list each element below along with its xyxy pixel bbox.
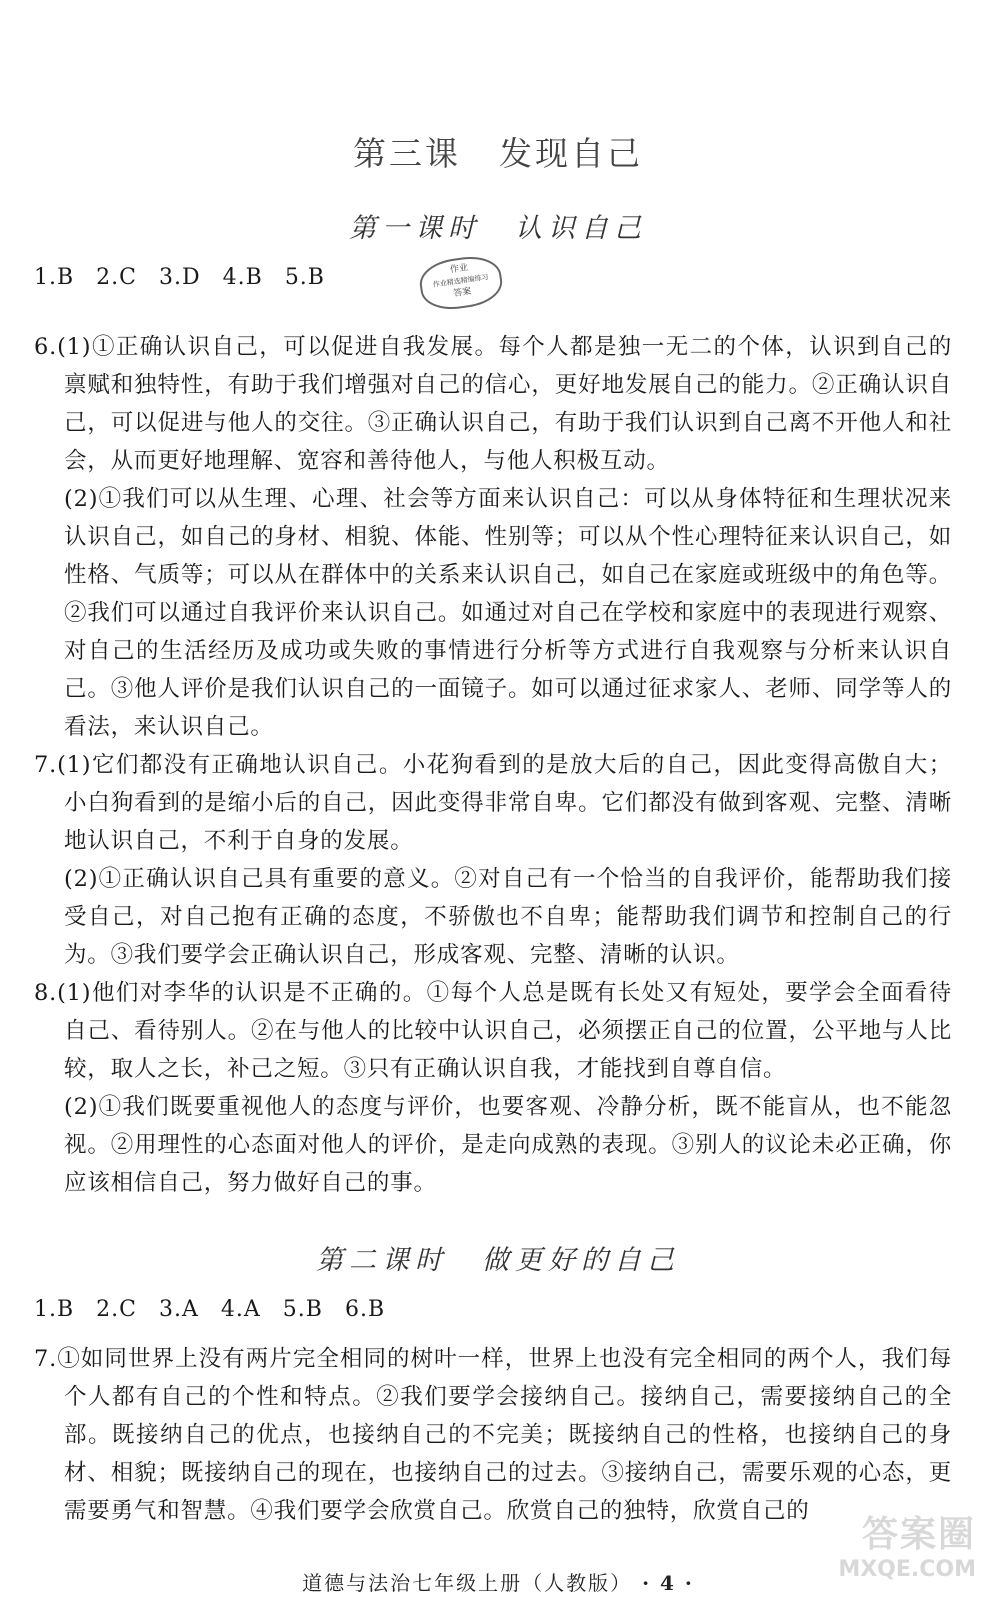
lesson-name: 发现自己 xyxy=(499,134,643,173)
section1-choice-answers xyxy=(34,265,347,290)
book-title: 道德与法治七年级上册（人教版） xyxy=(302,1571,623,1595)
answer-paragraph: 8.(1)他们对李华的认识是不正确的。①每个人总是既有长处又有短处，要学会全面看待自己、看待别人。②在与他人的比较中认识自己，必须摆正自己的位置，公平地与人比较，取人之长，补己之短。③只有正确认识自我，才能找到自尊自信。 xyxy=(34,980,952,1082)
page-number: · 4 · xyxy=(642,1571,694,1595)
answer-paragraph: (2)①我们可以从生理、心理、社会等方面来认识自己：可以从身体特征和生理状况来认识自己，如自己的身材、相貌、体能、性别等；可以从个性心理特征来认识自己，如性格、气质等；可以从在群体中的关系来认识自己，如自己在家庭或班级中的角色等。②我们可以通过自我评价来认识自己。如通过对自己在学校和家庭中的表现进行观察、对自己的生活经历及成功或失败的事情进行分析等方式进行自我观察与分析来认识自己。③他人评价是我们认识自己的一面镜子。如可以通过征求家人、老师、同学等人的看法，来认识自己。 xyxy=(64,486,952,740)
choice-answer: 2.C xyxy=(96,265,137,290)
lesson-title xyxy=(0,128,996,175)
section2-choice-answers xyxy=(34,1297,407,1322)
section2-name: 做更好的自己 xyxy=(482,1245,680,1276)
choice-answer: 5.B xyxy=(284,265,325,290)
section2-period: 第二课时 xyxy=(316,1245,448,1276)
section1-name: 认识自己 xyxy=(515,213,647,244)
choice-answer: 1.B xyxy=(34,265,75,290)
site-watermark-logo xyxy=(826,1506,976,1586)
choice-answer: 2.C xyxy=(96,1297,137,1322)
answer-paragraph: 7.①如同世界上没有两片完全相同的树叶一样，世界上也没有完全相同的两个人，我们每个人都有自己的个性和特点。②我们要学会接纳自己。接纳自己，需要接纳自己的全部。既接纳自己的优点，也接纳自己的不完美；既接纳自己的性格，也接纳自己的身材、相貌；既接纳自己的现在，也接纳自己的过去。③接纳自己，需要乐观的心态，更需要勇气和智慧。④我们要学会欣赏自己。欣赏自己的独特，欣赏自己的 xyxy=(34,1346,952,1524)
choice-answer: 5.B xyxy=(282,1297,323,1322)
answer-paragraph: (2)①正确认识自己具有重要的意义。②对自己有一个恰当的自我评价，能帮助我们接受自己，对自己抱有正确的态度，不骄傲也不自卑；能帮助我们调节和控制自己的行为。③我们要学会正确认识自己，形成客观、完整、清晰的认识。 xyxy=(64,866,952,968)
choice-answer: 4.A xyxy=(220,1297,261,1322)
stamp-line: 答案 xyxy=(452,286,472,300)
watermark-url: MXQE.COM xyxy=(838,1557,976,1582)
section1-period: 第一课时 xyxy=(349,213,481,244)
choice-answer: 1.B xyxy=(34,1297,75,1322)
stamp-line: 作业精选精编练习 xyxy=(432,273,490,289)
choice-answer: 3.D xyxy=(159,265,201,290)
lesson-number: 第三课 xyxy=(353,134,461,173)
watermark-text: 答案圈 xyxy=(861,1514,976,1555)
choice-answer: 6.B xyxy=(344,1297,386,1322)
section2-title xyxy=(0,1238,996,1277)
choice-answer: 3.A xyxy=(159,1297,199,1322)
section1-title xyxy=(0,206,996,245)
section1-answers xyxy=(34,328,952,1202)
answer-paragraph: 6.(1)①正确认识自己，可以促进自我发展。每个人都是独一无二的个体，认识到自己的禀赋和独特性，有助于我们增强对自己的信心，更好地发展自己的能力。②正确认识自己，可以促进与他人的交往。③正确认识自己，有助于我们认识到自己离不开他人和社会，从而更好地理解、宽容和善待他人，与他人积极互动。 xyxy=(34,334,952,474)
homework-stamp xyxy=(417,253,505,314)
answer-paragraph: (2)①我们既要重视他人的态度与评价，也要客观、冷静分析，既不能盲从，也不能忽视。②用理性的心态面对他人的评价，是走向成熟的表现。③别人的议论未必正确，你应该相信自己，努力做好自己的事。 xyxy=(64,1094,952,1196)
stamp-line: 作业 xyxy=(449,262,469,276)
choice-answer: 4.B xyxy=(222,265,263,290)
section2-answers xyxy=(34,1340,952,1530)
answer-paragraph: 7.(1)它们都没有正确地认识自己。小花狗看到的是放大后的自己，因此变得高傲自大；小白狗看到的是缩小后的自己，因此变得非常自卑。它们都没有做到客观、完整、清晰地认识自己，不利于自身的发展。 xyxy=(34,752,952,854)
